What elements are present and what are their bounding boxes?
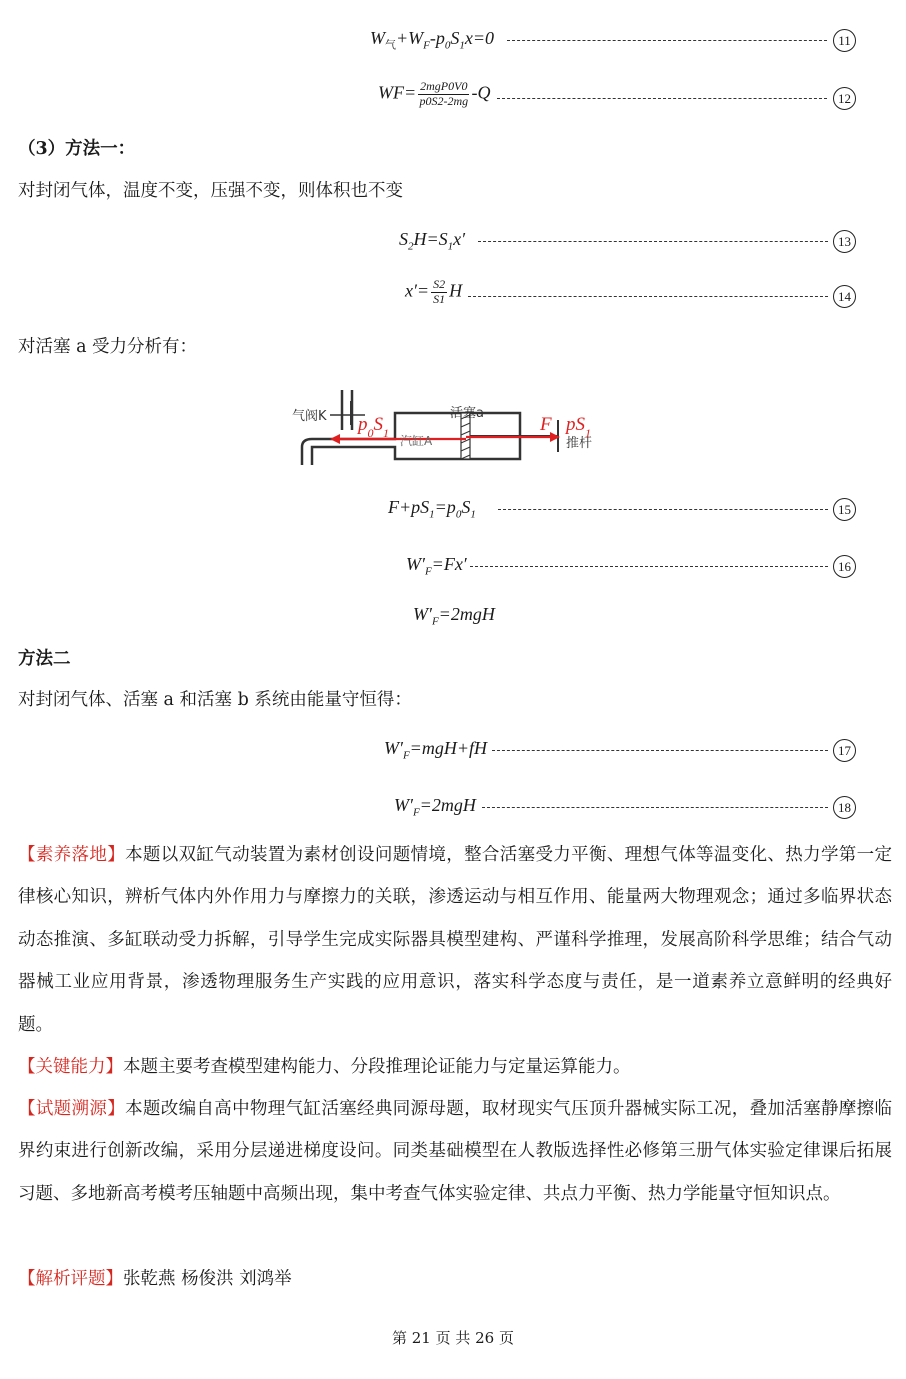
equation-number-14: 14 (833, 285, 856, 308)
equation-number-12: 12 (833, 87, 856, 110)
dash-leader (470, 566, 828, 567)
force-label-p0s1: $p_0S_1$ (358, 414, 389, 440)
equation-16b: $W'_F=2mgH$ (413, 604, 495, 628)
rod-label: 推杆 (566, 436, 593, 451)
equation-number-15: 15 (833, 498, 856, 521)
fraction-denominator: S1 (433, 291, 446, 306)
force-label-ps1: $pS_1$ (566, 414, 591, 440)
equation-12 (378, 80, 490, 109)
dash-leader (497, 98, 827, 99)
equation-12-lhs: WF= (378, 82, 417, 103)
dash-leader (482, 807, 828, 808)
fraction-numerator: S2 (433, 277, 446, 291)
equation-11: $W_气+W_F-p_0S_1x=0$ (370, 28, 495, 52)
equation-number-13: 13 (833, 230, 856, 253)
literacy-comment (18, 834, 892, 1046)
equation-16: $W'_F=Fx'$ (406, 554, 467, 578)
source-text: 本题改编自高中物理气缸活塞经典同源母题，取材现实气压顶升器械实际工况，叠加活塞静摩擦临界约束进行创新改编，采用分层递进梯度设问。同类基础模型在人教版选择性必修第三册气体实验定律课后拓展习题、多地新高考模考压轴题中高频出现，集中考查气体实验定律、共点力平衡、热力学能量守恒知识点。 (18, 1099, 892, 1204)
source-tag: 【试题溯源】 (18, 1099, 126, 1119)
equation-number-17: 17 (833, 739, 856, 762)
equation-17: $W'_F=mgH+fH$ (384, 738, 487, 762)
piston-label: 活塞a (450, 406, 484, 421)
method-one-line: 对封闭气体，温度不变，压强不变，则体积也不变 (18, 181, 403, 201)
equation-12-rest: -Q (471, 82, 491, 103)
piston-force-diagram (290, 385, 620, 470)
dash-leader (468, 296, 828, 297)
literacy-tag: 【素养落地】 (18, 845, 126, 865)
literacy-text: 本题以双缸气动装置为素材创设问题情境，整合活塞受力平衡、理想气体等温变化、热力学第一定律核心知识，辨析气体内外作用力与摩擦力的关联，渗透运动与相互作用、能量两大物理观念；通过多临界状态动态推演、多缸联动受力拆解，引导学生完成实际器具模型建构、严谨科学推理，发展高阶科学思维；结合气动器械工业应用背景，渗透物理服务生产实践的应用意识，落实科学态度与责任，是一道素养立意鲜明的经典好题。 (18, 845, 892, 1035)
force-label-f: F (540, 414, 552, 435)
equation-number-18: 18 (833, 796, 856, 819)
page-number: 第 21 页 共 26 页 (391, 1329, 514, 1347)
equation-13: $S_2H=S_1x'$ (399, 229, 466, 253)
equation-14-rest: H (449, 280, 463, 301)
reviewers-text: 张乾燕 杨俊洪 刘鸿举 (123, 1269, 292, 1289)
dash-leader (498, 509, 828, 510)
method-two-heading: 方法二 (18, 649, 71, 669)
equation-number-16: 16 (833, 555, 856, 578)
fraction-denominator: p0S2-2mg (419, 93, 469, 108)
valve-label: 气阀K (292, 409, 327, 424)
fraction-numerator: 2mgP0V0 (420, 79, 468, 93)
reviewers-comment (18, 1258, 892, 1300)
equation-15: $F+pS_1=p_0S_1$ (388, 497, 476, 521)
ability-tag: 【关键能力】 (18, 1057, 123, 1077)
source-comment (18, 1088, 892, 1215)
cylinder-label: 汽缸A (400, 434, 433, 448)
dash-leader (492, 750, 828, 751)
method-two-line: 对封闭气体、活塞 a 和活塞 b 系统由能量守恒得： (18, 690, 412, 710)
ability-comment (18, 1046, 892, 1088)
dash-leader (478, 241, 828, 242)
reviewers-tag: 【解析评题】 (18, 1269, 123, 1289)
equation-14 (405, 278, 462, 307)
ability-text: 本题主要考查模型建构能力、分段推理论证能力与定量运算能力。 (123, 1057, 631, 1077)
method-one-heading: （3）方法一： (18, 139, 136, 159)
equation-18: $W'_F=2mgH$ (394, 795, 476, 819)
piston-analysis-line: 对活塞 a 受力分析有： (18, 337, 198, 357)
equation-14-lhs: x′= (405, 280, 430, 301)
dash-leader (507, 40, 827, 41)
equation-number-11: 11 (833, 29, 856, 52)
